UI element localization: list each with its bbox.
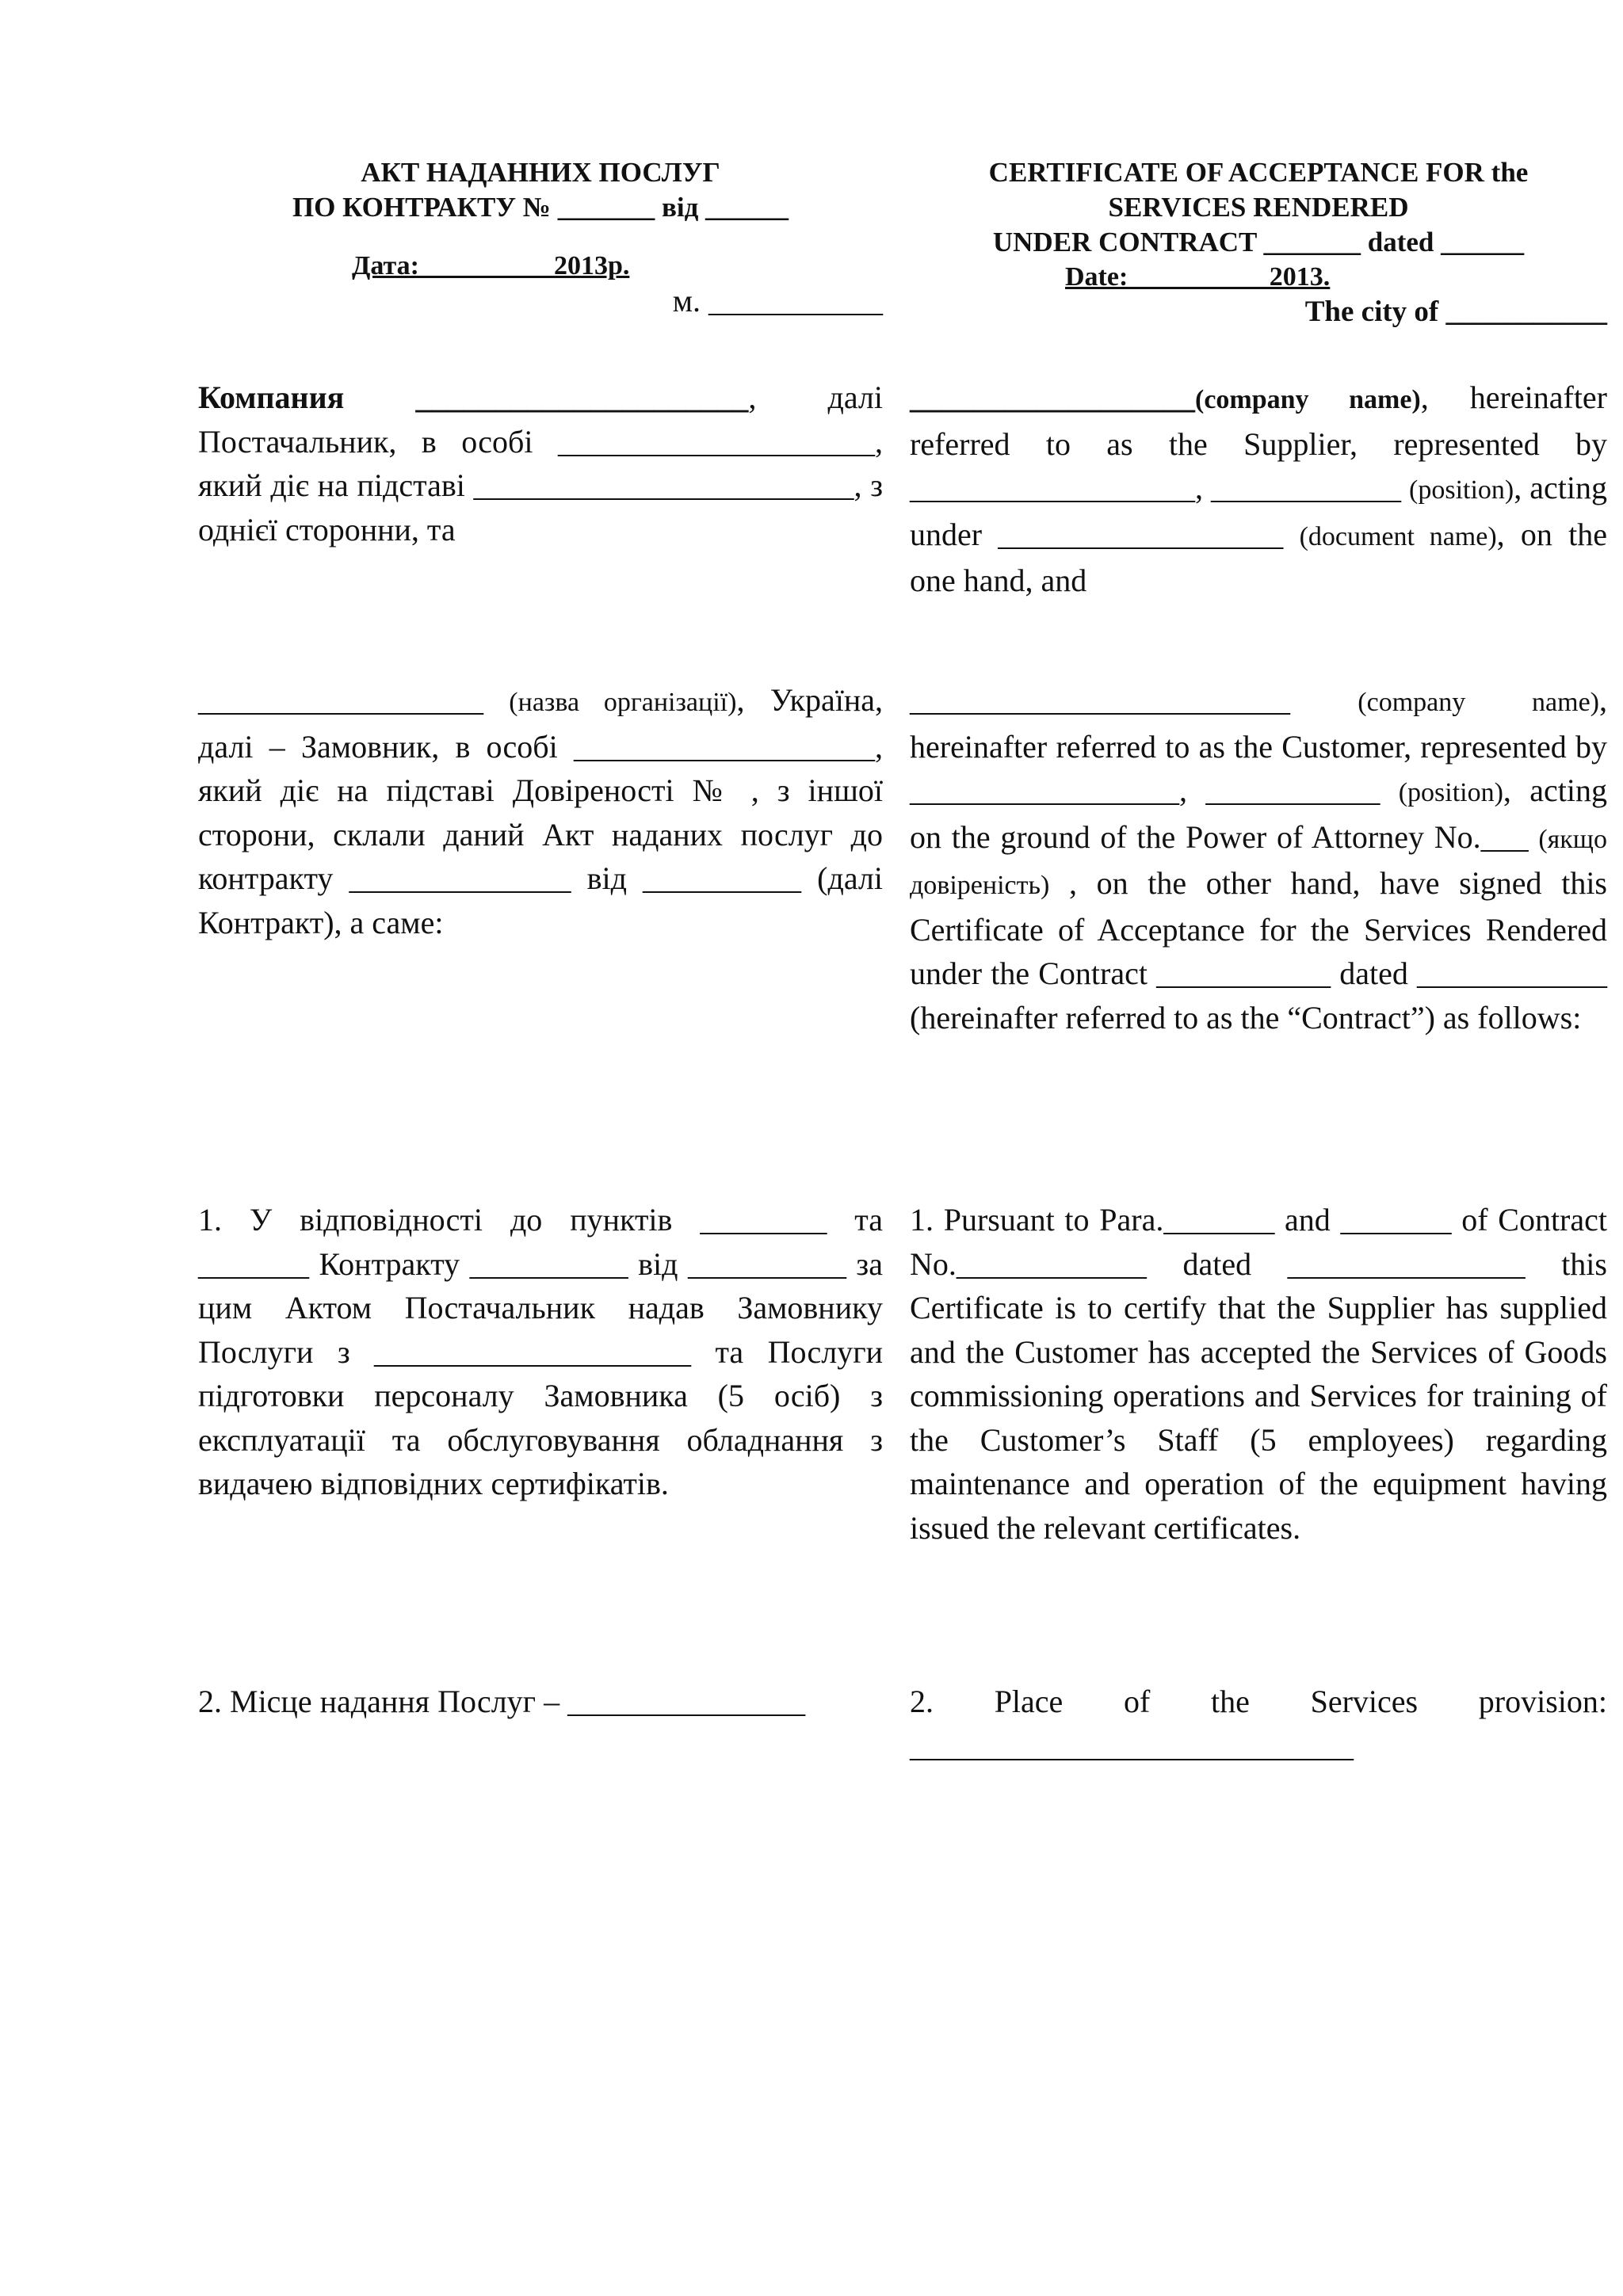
english-header (910, 155, 1607, 330)
ukrainian-header (198, 155, 883, 318)
english-paragraph-customer (910, 678, 1607, 1039)
position-hint: (position) (1409, 475, 1514, 505)
customer-text-1: , hereinafter referred to as the Customer, represented by _________________, ___________ (910, 682, 1607, 808)
english-paragraph-2: 2. Place of the Services provision: ____________________________ (910, 1684, 1607, 1764)
company-label: Компания (198, 379, 345, 415)
ukrainian-column (198, 155, 883, 1719)
ukrainian-contract-line: ПО КОНТРАКТУ № _______ від ______ (292, 192, 789, 223)
supplier-text: , далі Постачальник, в особі ____________________, який діє на підставі ________________________, з однієї сторонни, та (198, 379, 883, 547)
english-paragraph-supplier (910, 376, 1607, 603)
ukrainian-paragraph-supplier (198, 376, 883, 551)
organization-hint: (назва організації) (509, 688, 737, 717)
company-blank: _____________________ (415, 379, 749, 415)
customer-text-2: , acting on the ground of the Power of Attorney No.___ (910, 772, 1608, 855)
ukrainian-title: АКТ НАДАННИХ ПОСЛУГ (361, 157, 720, 188)
ukrainian-city: м. ___________ (672, 283, 883, 318)
supplier-text-2: , acting under __________________ (910, 470, 1607, 552)
power-of-attorney-hint: (якщо довіреність) (910, 824, 1607, 900)
document-name-hint: (document name) (1299, 521, 1497, 551)
ukrainian-paragraph-customer (198, 678, 883, 944)
ukrainian-paragraph-2: 2. Місце надання Послуг – _______________ (198, 1684, 806, 1719)
supplier-text-3: , on the one hand, and (910, 516, 1607, 598)
organization-blank: __________________ (198, 682, 483, 718)
english-city: The city of ___________ (1304, 296, 1607, 328)
supplier-text-1: , hereinafter referred to as the Supplier, represented by __________________, ____________ (910, 379, 1607, 505)
customer-company-hint: (company name) (1358, 688, 1599, 717)
customer-text-3: , on the other hand, have signed this Certificate of Acceptance for the Services Rendered under the Contract ___________ dated ____________ (hereinafter referred to as the “Contract”) as follows: (910, 865, 1607, 1035)
english-subtitle: SERVICES RENDERED (1108, 192, 1409, 223)
english-date: Date: 2013. (1065, 262, 1331, 292)
english-title: CERTIFICATE OF ACCEPTANCE FOR the (988, 157, 1529, 188)
english-column (910, 155, 1608, 1764)
ukrainian-paragraph-1: 1. У відповідності до пунктів ________ та _______ Контракту __________ від __________ за цим Актом Постачальник надав Замовнику Послуги з ____________________ та Послуги підготовки персоналу Замовника (5 осіб) з експлуатації та обслуговування обладнання з видачею відповідних сертифікатів. (198, 1202, 883, 1501)
english-paragraph-1: 1. Pursuant to Para._______ and _______ of Contract No.____________ dated _______________ this Certificate is to certify that the Supplier has supplied and the Customer has accepted the Services of Goods commissioning operations and Services for training of the Customer’s Staff (5 employees) regarding maintenance and operation of the equipment having issued the relevant certificates. (910, 1202, 1607, 1546)
customer-position-hint: (position) (1398, 778, 1503, 807)
english-contract-line: UNDER CONTRACT _______ dated ______ (992, 227, 1525, 257)
customer-text: , Україна, далі – Замовник, в особі ___________________, який діє на підставі Довіреності № , з іншої сторони, склали даний Акт наданих послуг до контракту ______________ від __________ (далі Контракт), а саме: (198, 682, 883, 940)
ukrainian-date: Дата: 2013р. (352, 251, 630, 280)
company-name-hint: (company name) (1195, 385, 1421, 414)
customer-company-blank: ________________________ (910, 682, 1290, 718)
company-name-blank: __________________ (910, 379, 1195, 415)
